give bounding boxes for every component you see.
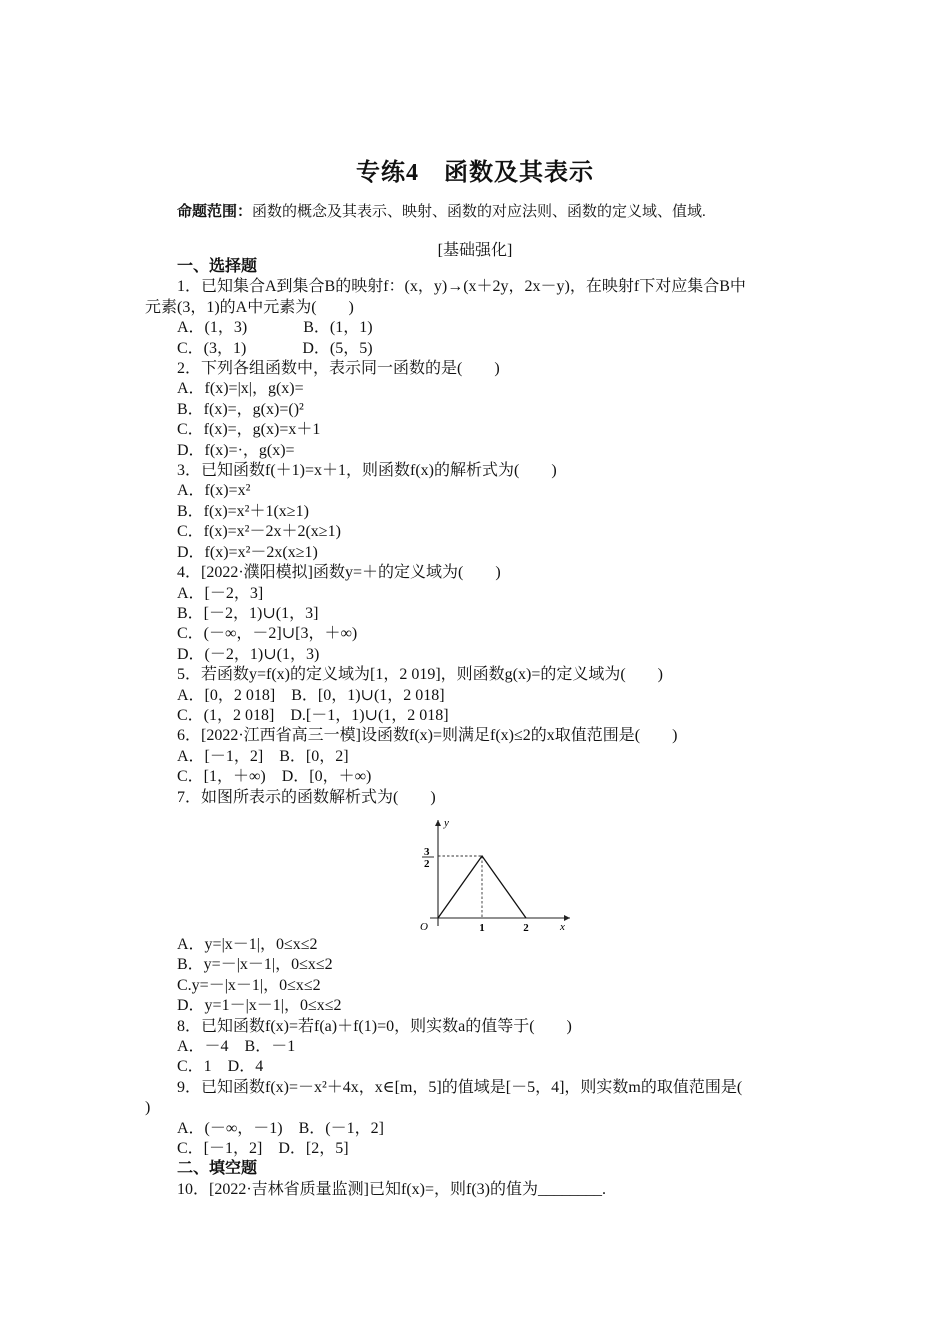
q8-stem: 8．已知函数f(x)=若f(a)＋f(1)=0，则实数a的值等于( ) bbox=[177, 1017, 572, 1035]
q1-option-b: B．(1，1) bbox=[303, 319, 373, 337]
origin-label: O bbox=[420, 920, 428, 932]
q3-stem: 3．已知函数f(＋1)=x＋1，则函数f(x)的解析式为( ) bbox=[177, 462, 557, 480]
q9-stem-line1: 9．已知函数f(x)=－x²＋4x，x∈[m，5]的值域是[－5，4]，则实数m的取值范围是( bbox=[177, 1078, 743, 1096]
q5-options-cd: C．(1，2 018] D.[－1，1)∪(1，2 018] bbox=[177, 706, 449, 724]
q8-options-cd: C．1 D．4 bbox=[177, 1058, 264, 1076]
q4-stem: 4．[2022·濮阳模拟]函数y=＋的定义域为( ) bbox=[177, 564, 501, 582]
scope-label: 命题范围： bbox=[177, 204, 253, 220]
q1-options-cd bbox=[145, 339, 810, 359]
q9-options-ab: A．(－∞，－1) B．(－1，2] bbox=[177, 1119, 384, 1137]
y-tick-numerator: 3 bbox=[424, 845, 430, 858]
y-axis-label: y bbox=[444, 816, 449, 829]
q3-option-d: D．f(x)=x²－2x(x≥1) bbox=[177, 543, 318, 561]
topic-scope bbox=[177, 200, 706, 221]
q1-options-ab bbox=[145, 318, 810, 338]
q9-stem-line2: ) bbox=[145, 1099, 151, 1117]
page-title: 专练4 函数及其表示 bbox=[356, 160, 594, 186]
q1-stem-line2: 元素(3，1)的A中元素为( ) bbox=[145, 298, 354, 316]
q9-options-cd: C．[－1，2] D．[2，5] bbox=[177, 1140, 349, 1158]
q1-option-a: A．(1，3) bbox=[177, 319, 248, 337]
q4-option-b: B．[－2，1)∪(1，3] bbox=[177, 604, 319, 622]
q4-option-c: C．(－∞，－2]∪[3，＋∞) bbox=[177, 625, 358, 643]
q5-options-ab: A．[0，2 018] B．[0，1)∪(1，2 018] bbox=[177, 686, 445, 704]
section-heading-choice: 一、选择题 bbox=[177, 258, 258, 275]
y-tick-denominator: 2 bbox=[424, 857, 430, 870]
q1-option-c: C．(3，1) bbox=[177, 339, 247, 357]
q2-stem: 2．下列各组函数中，表示同一函数的是( ) bbox=[177, 360, 500, 378]
q7-stem: 7．如图所表示的函数解析式为( ) bbox=[177, 788, 436, 806]
q7-option-c: C.y=－|x－1|，0≤x≤2 bbox=[177, 976, 321, 994]
q3-option-c: C．f(x)=x²－2x＋2(x≥1) bbox=[177, 523, 341, 541]
question-list bbox=[145, 257, 810, 1200]
q8-options-ab: A．－4 B．－1 bbox=[177, 1038, 296, 1055]
q2-option-a: A．f(x)=|x|，g(x)= bbox=[177, 380, 304, 398]
q5-stem: 5．若函数y=f(x)的定义域为[1，2 019]，则函数g(x)=的定义域为( ) bbox=[177, 666, 664, 684]
q7-option-d: D．y=1－|x－1|，0≤x≤2 bbox=[177, 997, 342, 1015]
q4-option-a: A．[－2，3] bbox=[177, 584, 264, 602]
x-tick-2: 2 bbox=[523, 921, 529, 932]
q2-option-c: C．f(x)=，g(x)=x＋1 bbox=[177, 421, 321, 439]
q6-options-cd: C．[1，＋∞) D．[0，＋∞) bbox=[177, 768, 372, 786]
scope-text: 函数的概念及其表示、映射、函数的对应法则、函数的定义域、值域. bbox=[252, 204, 706, 220]
x-tick-1: 1 bbox=[479, 921, 485, 932]
function-graph bbox=[410, 808, 590, 932]
section-title: [基础强化] bbox=[437, 242, 513, 259]
q3-option-a: A．f(x)=x² bbox=[177, 482, 251, 500]
q2-option-d: D．f(x)=·，g(x)= bbox=[177, 441, 295, 459]
q7-option-a: A．y=|x－1|，0≤x≤2 bbox=[177, 935, 318, 953]
q3-option-b: B．f(x)=x²＋1(x≥1) bbox=[177, 502, 309, 520]
q6-stem: 6．[2022·江西省高三一模]设函数f(x)=则满足f(x)≤2的x取值范围是( ) bbox=[177, 727, 678, 745]
q7-figure bbox=[145, 808, 810, 935]
q1-option-d: D．(5，5) bbox=[302, 339, 373, 357]
section-heading-fill: 二、填空题 bbox=[177, 1160, 258, 1178]
q10-stem: 10．[2022·吉林省质量监测]已知f(x)=，则f(3)的值为________. bbox=[177, 1180, 606, 1198]
q1-stem-line1: 1．已知集合A到集合B的映射f：(x，y)→(x＋2y，2x－y)，在映射f下对应集合B中 bbox=[177, 278, 746, 296]
q2-option-b: B．f(x)=，g(x)=()² bbox=[177, 400, 304, 418]
q4-option-d: D．(－2，1)∪(1，3) bbox=[177, 645, 320, 663]
q7-option-b: B．y=－|x－1|，0≤x≤2 bbox=[177, 956, 333, 974]
x-axis-label: x bbox=[560, 920, 565, 932]
q6-options-ab: A．[－1，2] B．[0，2] bbox=[177, 747, 349, 765]
